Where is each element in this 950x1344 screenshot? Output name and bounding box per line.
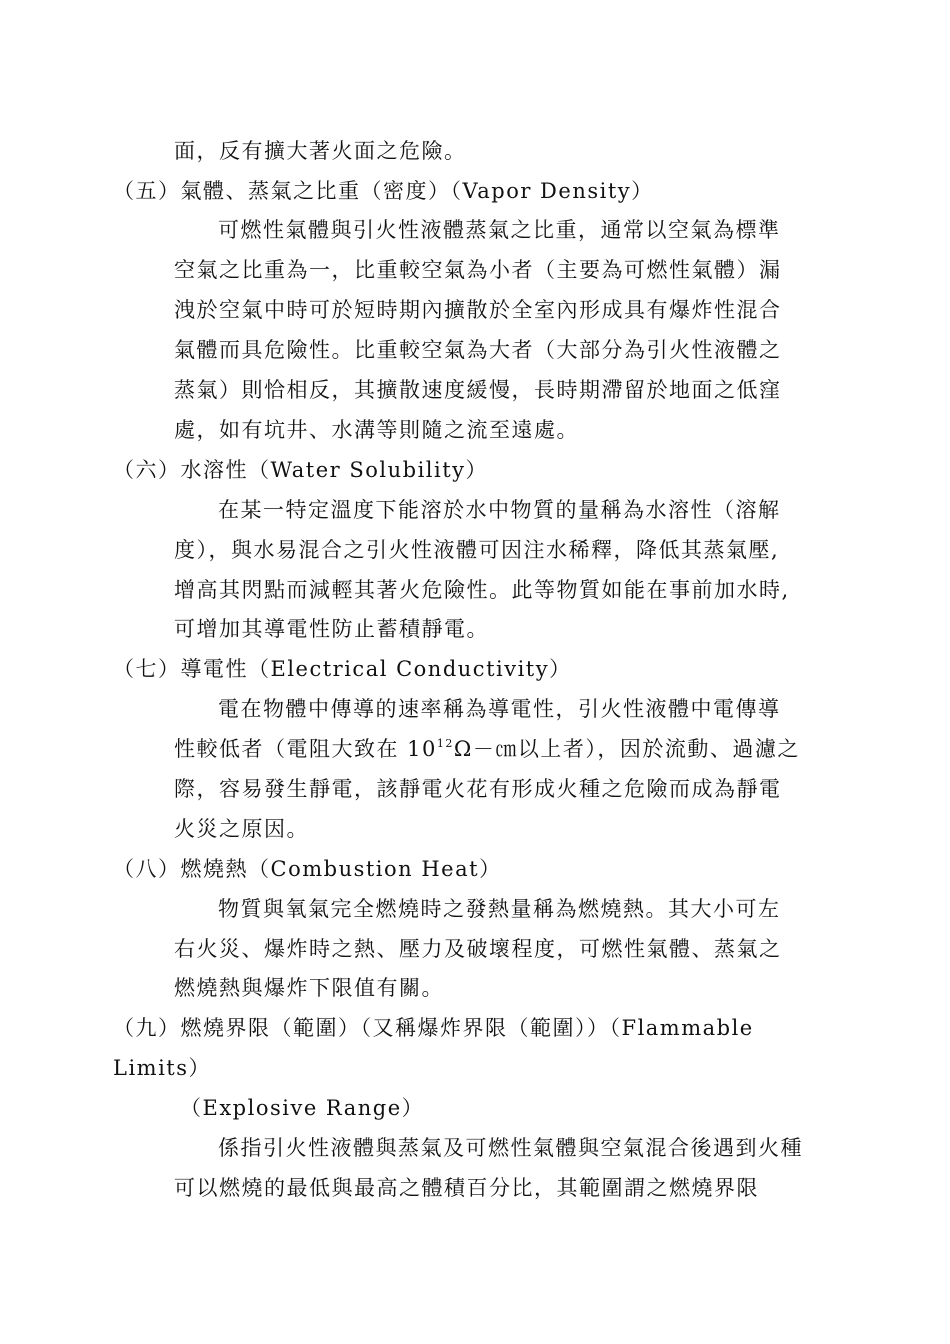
section-heading-water-solubility: （六）水溶性（Water Solubility） (113, 458, 489, 482)
superscript-exponent: 12 (436, 737, 454, 750)
text-line: 面，反有擴大著火面之危險。 (174, 139, 467, 163)
text-line: 火災之原因。 (174, 817, 309, 841)
section-heading-continuation: Limits） (113, 1056, 212, 1080)
text-line: 際，容易發生靜電，該靜電火花有形成火種之危險而成為靜電 (174, 777, 782, 801)
text-line: 可增加其導電性防止蓄積靜電。 (174, 617, 489, 641)
text-line: 蒸氣）則恰相反，其擴散速度緩慢，長時期滯留於地面之低窪 (174, 378, 782, 402)
text-line: 空氣之比重為一，比重較空氣為小者（主要為可燃性氣體）漏 (174, 258, 782, 282)
text-line: 在某一特定溫度下能溶於水中物質的量稱為水溶性（溶解 (218, 498, 781, 522)
text-line: 物質與氧氣完全燃燒時之發熱量稱為燃燒熱。其大小可左 (218, 897, 781, 921)
text-line: 增高其閃點而減輕其著火危險性。此等物質如能在事前加水時, (174, 578, 790, 602)
text-line (174, 734, 800, 764)
text-line: 電在物體中傳導的速率稱為導電性，引火性液體中電傳導 (218, 697, 781, 721)
section-heading-combustion-heat: （八）燃燒熱（Combustion Heat） (113, 857, 502, 881)
section-heading-flammable-limits: （九）燃燒界限（範圍）（又稱爆炸界限（範圍））（Flammable (113, 1016, 754, 1040)
text-line: 可燃性氣體與引火性液體蒸氣之比重，通常以空氣為標準 (218, 218, 781, 242)
text-line: 可以燃燒的最低與最高之體積百分比，其範圍謂之燃燒界限 (174, 1176, 759, 1200)
text-line: 右火災、爆炸時之熱、壓力及破壞程度，可燃性氣體、蒸氣之 (174, 937, 782, 961)
section-subheading-explosive-range: （Explosive Range） (180, 1096, 425, 1120)
text-segment: Ω－㎝以上者），因於流動、過濾之 (453, 737, 800, 761)
text-line: 燃燒熱與爆炸下限值有關。 (174, 976, 444, 1000)
section-heading-vapor-density: （五）氣體、蒸氣之比重（密度）（Vapor Density） (113, 179, 654, 203)
text-segment: 性較低者（電阻大致在 10 (174, 737, 437, 761)
section-heading-electrical-conductivity: （七）導電性（Electrical Conductivity） (113, 657, 572, 681)
text-line: 度），與水易混合之引火性液體可因注水稀釋，降低其蒸氣壓, (174, 538, 780, 562)
text-line: 洩於空氣中時可於短時期內擴散於全室內形成具有爆炸性混合 (174, 298, 782, 322)
text-line: 係指引火性液體與蒸氣及可燃性氣體與空氣混合後遇到火種 (218, 1136, 803, 1160)
text-line: 氣體而具危險性。比重較空氣為大者（大部分為引火性液體之 (174, 338, 782, 362)
text-line: 處，如有坑井、水溝等則隨之流至遠處。 (174, 418, 579, 442)
